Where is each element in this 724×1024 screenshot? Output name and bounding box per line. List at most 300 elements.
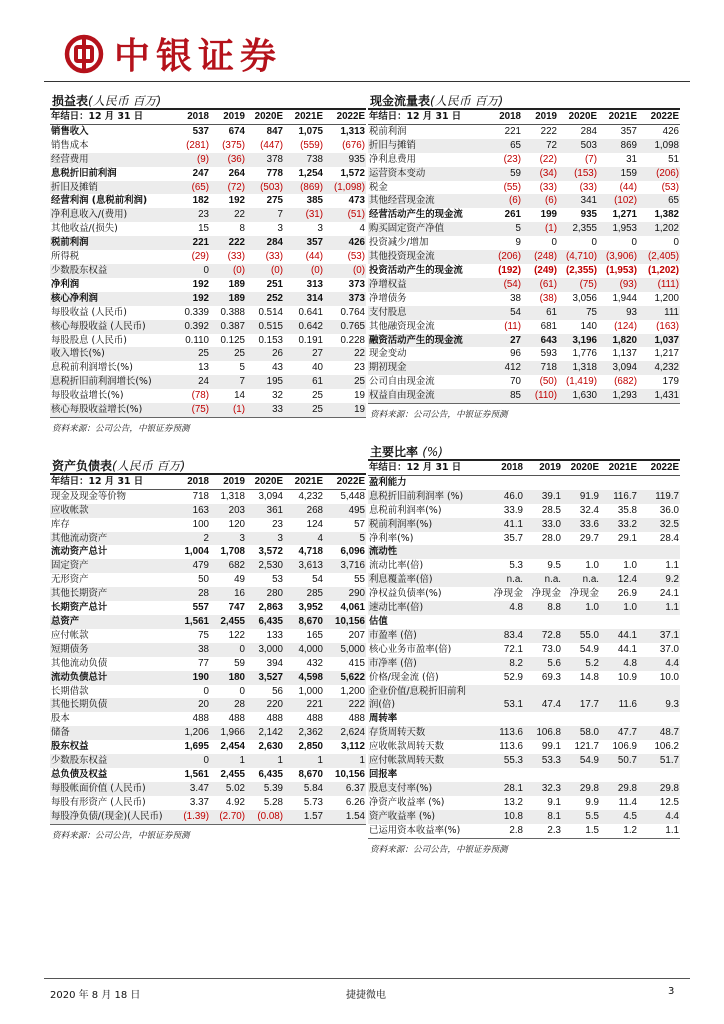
- cell-value: [524, 685, 562, 699]
- table-row: [368, 768, 680, 782]
- row-label: 短期债务: [50, 643, 174, 657]
- cell-value: 100: [192, 518, 209, 530]
- income-statement-table: [50, 110, 366, 417]
- row-label: 融资活动产生的现金流: [368, 334, 486, 348]
- row-label: 核心业务市盈率(倍): [369, 643, 452, 655]
- cell-value: 3,094: [598, 361, 638, 375]
- cell-value: 738: [284, 153, 324, 167]
- row-label: 税前利润: [50, 236, 174, 250]
- cell-value: 5.6: [524, 657, 562, 671]
- cell-value: 25: [174, 347, 210, 361]
- cell-value: 6,435: [246, 615, 284, 629]
- table-row: [50, 657, 366, 671]
- cell-value: [638, 615, 680, 629]
- ratios-source-note: 资料来源：公司公告，中银证券预测: [368, 838, 680, 854]
- cell-value: 61: [522, 306, 558, 320]
- cell-value: 195: [246, 375, 284, 389]
- row-label: 流动比率(倍): [369, 560, 424, 572]
- cell-value: (281): [186, 139, 209, 151]
- cell-value: 32.4: [579, 504, 599, 516]
- cell-value: 221: [504, 125, 521, 137]
- table-row: [50, 796, 366, 810]
- cell-value: 72: [522, 139, 558, 153]
- table-row: [368, 490, 680, 504]
- cell-value: (163): [656, 320, 679, 332]
- income-statement-title: 损益表(人民币 百万): [50, 90, 366, 110]
- cell-value: 8: [239, 223, 245, 235]
- row-label: 权益自由现金流: [368, 389, 486, 403]
- cell-value: 121.7: [574, 741, 599, 753]
- cell-value: 83.4: [486, 629, 524, 643]
- cell-value: 51: [668, 153, 679, 165]
- cell-value: 479: [174, 559, 210, 573]
- cell-value: 41.1: [486, 518, 524, 532]
- column-header-year: 2019: [524, 461, 562, 475]
- cell-value: 1,695: [184, 741, 209, 753]
- cell-value: (65): [174, 181, 210, 195]
- cell-value: 11.6: [600, 698, 638, 712]
- table-row: [50, 208, 366, 222]
- cell-value: (33): [265, 251, 283, 263]
- row-label: 核心净利润: [50, 292, 174, 306]
- column-header-year: 2021E: [284, 475, 324, 489]
- table-row: [368, 643, 680, 657]
- table-row: [368, 475, 680, 489]
- cell-value: 199: [540, 209, 557, 221]
- cell-value: (11): [504, 320, 521, 332]
- cell-value: (33): [227, 251, 245, 263]
- table-row: [368, 796, 680, 810]
- cell-value: (55): [503, 181, 521, 193]
- cell-value: (192): [498, 264, 521, 276]
- cell-value: 1,313: [340, 125, 365, 137]
- cell-value: 72.8: [524, 629, 562, 643]
- table-row: [368, 181, 680, 195]
- cell-value: 75: [558, 306, 598, 320]
- table-row: [368, 320, 680, 334]
- cell-value: 54: [312, 574, 323, 586]
- cell-value: [638, 712, 680, 726]
- cell-value: 31: [626, 153, 637, 165]
- table-row: [50, 671, 366, 685]
- cell-value: 8.8: [524, 601, 562, 615]
- cell-value: 718: [192, 490, 209, 502]
- cell-value: 1,271: [612, 209, 637, 221]
- table-row: [50, 361, 366, 375]
- cell-value: 1.1: [665, 824, 679, 836]
- cell-value: 1,382: [654, 209, 679, 221]
- cell-value: 284: [246, 236, 284, 250]
- cell-value: 2,530: [246, 559, 284, 573]
- cell-value: (22): [539, 153, 557, 165]
- cell-value: 1,561: [184, 768, 209, 780]
- column-header-year: 2019: [210, 475, 246, 489]
- cell-value: 140: [580, 320, 597, 332]
- cell-value: 28.4: [659, 532, 679, 544]
- cell-value: 57: [354, 518, 365, 530]
- cell-value: 16: [210, 587, 246, 601]
- cell-value: 44.1: [600, 629, 638, 643]
- row-label: 其他经营现金流: [368, 194, 486, 208]
- row-label: 每股有形资产 (人民币): [51, 796, 146, 808]
- row-label: 净利率(%): [369, 532, 414, 544]
- cell-value: 488: [348, 713, 365, 725]
- table-row: [50, 615, 366, 629]
- cell-value: 488: [192, 713, 209, 725]
- cell-value: 28: [210, 698, 246, 712]
- row-label: 应收帐款: [50, 504, 174, 518]
- row-label: 每股股息 (人民币): [51, 334, 127, 346]
- table-row: [50, 545, 366, 559]
- row-label: 投资活动产生的现金流: [369, 264, 463, 276]
- cell-value: 23: [174, 208, 210, 222]
- column-header-year: 2019: [522, 110, 558, 124]
- cell-value: [486, 685, 524, 699]
- row-label: 流动资产总计: [51, 546, 108, 558]
- cell-value: 284: [580, 125, 597, 137]
- cashflow-statement-table: [368, 110, 680, 403]
- row-label: 其他投资现金流: [368, 250, 486, 264]
- cell-value: 1,318: [558, 361, 598, 375]
- cell-value: [638, 685, 680, 699]
- cell-value: 35.7: [503, 532, 523, 544]
- cell-value: 1,037: [638, 334, 680, 348]
- cell-value: 29.7: [579, 532, 599, 544]
- cell-value: 0.514: [258, 306, 283, 318]
- cell-value: 32: [272, 390, 283, 402]
- cell-value: 313: [306, 278, 323, 290]
- row-label: 净资产收益率 (%): [369, 796, 445, 808]
- cell-value: 1: [324, 754, 366, 768]
- row-label: 估值: [369, 616, 388, 627]
- cell-value: 25: [284, 403, 324, 417]
- cell-value: (102): [598, 194, 638, 208]
- cell-value: 20: [174, 698, 210, 712]
- row-label: 收入增长(%): [50, 347, 174, 361]
- cell-value: 2,362: [284, 726, 324, 740]
- table-row: [368, 671, 680, 685]
- cell-value: (0): [246, 264, 284, 278]
- cell-value: (0): [210, 264, 246, 278]
- cell-value: 1,776: [572, 348, 597, 360]
- table-row: [368, 545, 680, 559]
- cell-value: 290: [324, 587, 366, 601]
- cell-value: 0.387: [210, 320, 246, 334]
- row-label: 净利息收入/(费用): [50, 208, 174, 222]
- row-label: 折旧及摊销: [50, 181, 174, 195]
- cell-value: 99.1: [541, 741, 561, 753]
- cell-value: 29.8: [638, 782, 680, 796]
- row-label: 净权益负债率(%): [369, 588, 442, 600]
- row-label: 总资产: [50, 615, 174, 629]
- cell-value: 10,156: [324, 615, 366, 629]
- cell-value: 48.7: [638, 726, 680, 740]
- cell-value: (78): [191, 390, 209, 402]
- table-row: [368, 518, 680, 532]
- cell-value: [562, 712, 600, 726]
- cell-value: 47.7: [600, 726, 638, 740]
- cell-value: 净现金: [569, 588, 599, 600]
- cell-value: 415: [348, 657, 365, 669]
- cell-value: 1.1: [638, 601, 680, 615]
- cell-value: 2,455: [210, 615, 246, 629]
- cell-value: 29.8: [600, 782, 638, 796]
- row-label: 股本: [51, 713, 70, 725]
- cell-value: 19: [324, 403, 366, 417]
- cell-value: 869: [598, 139, 638, 153]
- balance-sheet-title: 资产负债表(人民币 百万): [50, 455, 366, 475]
- cell-value: 25: [210, 347, 246, 361]
- row-label: 息税折旧前利润: [51, 167, 117, 179]
- cell-value: 47.4: [524, 698, 562, 712]
- cell-value: 4.8: [600, 657, 638, 671]
- column-header-year: 2020E: [246, 475, 284, 489]
- cell-value: 3,527: [246, 671, 284, 685]
- row-label: 已运用资本收益率(%): [369, 824, 461, 836]
- right-column: [368, 90, 680, 854]
- cell-value: [486, 712, 524, 726]
- income-source-note: 资料来源：公司公告，中银证券预测: [50, 417, 366, 433]
- row-label: 税前利润: [369, 125, 407, 137]
- row-label: 少数股东权益: [50, 754, 174, 768]
- cell-value: 1,206: [174, 726, 210, 740]
- cell-value: 1: [284, 754, 324, 768]
- row-label: 销售成本: [51, 139, 89, 151]
- cell-value: 28: [174, 587, 210, 601]
- cell-value: 0.110: [185, 334, 209, 346]
- cell-value: 0: [210, 643, 246, 657]
- cell-value: (44): [619, 181, 637, 193]
- cell-value: 7: [246, 208, 284, 222]
- cell-value: 221: [284, 698, 324, 712]
- cell-value: 72.1: [503, 643, 523, 655]
- cell-value: 26.9: [617, 588, 637, 600]
- cell-value: [486, 615, 524, 629]
- cell-value: [524, 768, 562, 782]
- table-row: [368, 601, 680, 615]
- cell-value: 5.39: [246, 782, 284, 796]
- cell-value: [638, 475, 680, 489]
- key-ratios-table: [368, 461, 680, 837]
- table-row: [50, 222, 366, 236]
- cell-value: 13: [198, 362, 209, 374]
- row-label: 回报率: [369, 768, 398, 780]
- cell-value: (2.70): [210, 810, 246, 824]
- cell-value: 54.9: [562, 754, 600, 768]
- cell-value: 15: [198, 223, 209, 235]
- cell-value: (0): [324, 264, 366, 278]
- cell-value: 682: [210, 559, 246, 573]
- cell-value: 0.765: [324, 320, 366, 334]
- cell-value: (0.08): [246, 810, 284, 824]
- cashflow-statement-title: 现金流量表(人民币 百万): [368, 90, 680, 110]
- cell-value: 50: [198, 574, 209, 586]
- cell-value: 55.3: [486, 754, 524, 768]
- cell-value: 4: [359, 223, 365, 235]
- row-label: 盈利能力: [369, 476, 407, 488]
- cell-value: 6,435: [258, 768, 283, 780]
- cell-value: (248): [522, 250, 558, 264]
- cell-value: 91.9: [562, 490, 600, 504]
- cell-value: 1.5: [585, 824, 599, 836]
- cell-value: 37.1: [638, 629, 680, 643]
- cell-value: 285: [284, 587, 324, 601]
- cell-value: 5: [239, 362, 245, 374]
- cell-value: 1.0: [600, 601, 638, 615]
- cell-value: 46.0: [486, 490, 524, 504]
- cell-value: 5.2: [562, 657, 600, 671]
- table-row: [50, 375, 366, 389]
- cell-value: 120: [228, 518, 245, 530]
- cell-value: 43: [272, 362, 283, 374]
- cell-value: 681: [540, 320, 557, 332]
- cell-value: 106.2: [654, 741, 679, 753]
- cell-value: 133: [266, 629, 283, 641]
- footer-date: 2020 年 8 月 18 日: [50, 990, 141, 1001]
- cell-value: 747: [228, 602, 245, 614]
- cell-value: (1,419): [565, 376, 597, 388]
- cell-value: 75: [198, 629, 209, 641]
- cell-value: 8,670: [298, 768, 323, 780]
- table-row: [50, 573, 366, 587]
- row-label: 应付帐款: [51, 629, 89, 641]
- cell-value: 203: [210, 504, 246, 518]
- cell-value: 93: [598, 306, 638, 320]
- cell-value: [524, 475, 562, 489]
- cell-value: [562, 545, 600, 559]
- bank-of-china-logo-icon: [64, 34, 104, 74]
- column-header-year: 2019: [210, 110, 246, 124]
- cell-value: 4.5: [600, 810, 638, 824]
- cell-value: 3,056: [572, 292, 597, 304]
- cell-value: 361: [246, 504, 284, 518]
- cell-value: 222: [210, 236, 246, 250]
- cell-value: 261: [504, 209, 521, 221]
- cell-value: 1.2: [623, 824, 637, 836]
- column-header-label: 年结日：12 月 31 日: [368, 461, 486, 475]
- cell-value: (559): [300, 139, 323, 151]
- cell-value: (1): [522, 222, 558, 236]
- cell-value: 113.6: [486, 726, 524, 740]
- cell-value: 净现金: [531, 588, 561, 600]
- cell-value: 4,232: [298, 490, 323, 502]
- cell-value: 3,613: [284, 559, 324, 573]
- table-row: [368, 222, 680, 236]
- cell-value: 35.8: [617, 504, 637, 516]
- cell-value: 1,004: [184, 546, 209, 558]
- cell-value: 1,431: [638, 389, 680, 403]
- row-label: 流动负债总计: [50, 671, 174, 685]
- cell-value: 33: [246, 403, 284, 417]
- cell-value: 1,075: [298, 125, 323, 137]
- cell-value: 0: [631, 237, 637, 249]
- row-label: 经营活动产生的现金流: [369, 209, 463, 221]
- brand-name: 中银证券: [114, 36, 283, 77]
- cell-value: 0.388: [220, 306, 245, 318]
- cell-value: 9.9: [585, 796, 599, 808]
- cell-value: (75): [558, 278, 598, 292]
- cell-value: 2,454: [220, 741, 245, 753]
- cell-value: 503: [558, 139, 598, 153]
- cell-value: 3: [317, 223, 323, 235]
- cell-value: (51): [324, 208, 366, 222]
- cell-value: 0: [239, 685, 245, 697]
- table-row: [368, 810, 680, 824]
- cell-value: n.a.: [562, 573, 600, 587]
- column-header-year: 2020E: [562, 461, 600, 475]
- table-row: [368, 532, 680, 546]
- cell-value: 8,670: [284, 615, 324, 629]
- cell-value: 54.9: [579, 643, 599, 655]
- cell-value: (2,355): [565, 264, 597, 276]
- cell-value: 373: [324, 292, 366, 306]
- cell-value: 190: [174, 671, 210, 685]
- table-row: [50, 754, 366, 768]
- cell-value: 165: [306, 629, 323, 641]
- cell-value: 1,200: [654, 292, 679, 304]
- cell-value: (124): [614, 320, 637, 332]
- table-row: [368, 573, 680, 587]
- cell-value: [524, 545, 562, 559]
- cell-value: 2,142: [246, 726, 284, 740]
- cell-value: 1,137: [612, 348, 637, 360]
- cell-value: 5,622: [324, 671, 366, 685]
- cell-value: 0: [203, 685, 209, 697]
- row-label: 市净率 (倍): [368, 657, 486, 671]
- balance-sheet-table: [50, 475, 366, 824]
- row-label: 期初现金: [368, 361, 486, 375]
- cell-value: 6,096: [340, 546, 365, 558]
- table-row: [50, 726, 366, 740]
- cell-value: 0.642: [284, 320, 324, 334]
- cell-value: (447): [260, 139, 283, 151]
- cell-value: 5,448: [340, 490, 365, 502]
- row-label: 折旧与摊销: [368, 139, 486, 153]
- cell-value: 426: [324, 236, 366, 250]
- cell-value: 10.9: [617, 671, 637, 683]
- row-label: 价格/现金流 (倍): [369, 671, 439, 683]
- cell-value: (72): [210, 181, 246, 195]
- table-row: [368, 629, 680, 643]
- table-row: [50, 320, 366, 334]
- table-row: [368, 250, 680, 264]
- cell-value: 488: [266, 713, 283, 725]
- row-label: 净利息费用: [369, 153, 416, 165]
- cell-value: 593: [540, 348, 557, 360]
- cell-value: 10,156: [335, 768, 365, 780]
- cell-value: 26: [246, 347, 284, 361]
- table-row: [368, 292, 680, 306]
- cell-value: 1.54: [324, 810, 366, 824]
- cell-value: 33.0: [524, 518, 562, 532]
- row-label: 其他流动资产: [50, 532, 174, 546]
- cell-value: 0.392: [174, 320, 210, 334]
- cell-value: 32.3: [524, 782, 562, 796]
- row-label: 其他长期资产: [50, 587, 174, 601]
- cell-value: 1.57: [284, 810, 324, 824]
- row-label: 股息支付率(%): [368, 782, 486, 796]
- cell-value: 85: [486, 389, 522, 403]
- row-label: 息税前利润率(%): [369, 504, 442, 516]
- cell-value: (54): [486, 278, 522, 292]
- cell-value: 1,944: [612, 292, 637, 304]
- column-header-year: 2020E: [558, 110, 598, 124]
- table-row: [50, 712, 366, 726]
- cell-value: 1,202: [638, 222, 680, 236]
- cell-value: 55: [354, 574, 365, 586]
- table-row: [50, 334, 366, 348]
- cell-value: [600, 615, 638, 629]
